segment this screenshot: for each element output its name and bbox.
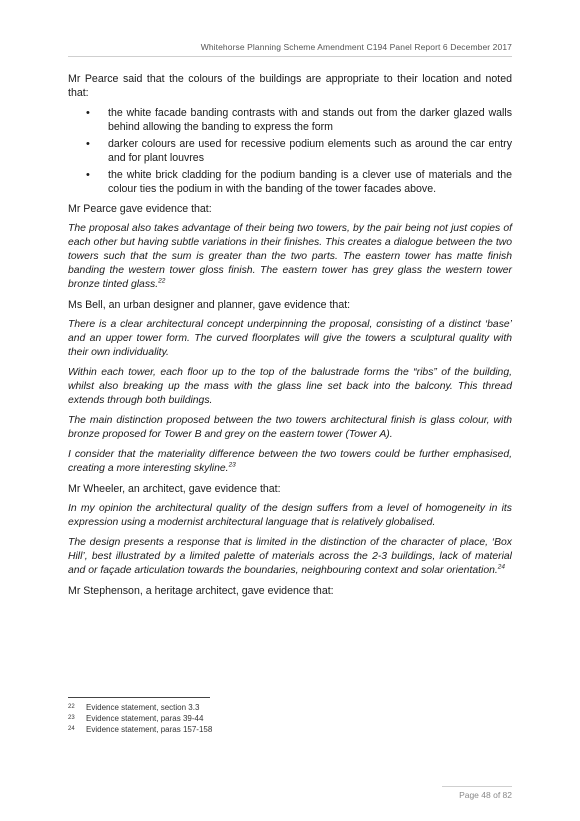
- paragraph-pearce-evidence: Mr Pearce gave evidence that:: [68, 203, 212, 215]
- footnote-text: Evidence statement, paras 39-44: [86, 714, 204, 723]
- footnote-ref[interactable]: 23: [228, 461, 236, 469]
- bullet-item: • the white facade banding contrasts with and stands out from the darker glazed walls behind allowing the banding to express the form: [108, 106, 512, 134]
- page-number: Page 48 of 82: [459, 790, 512, 800]
- footnote-ref[interactable]: 22: [158, 277, 166, 285]
- quote-bell-4: [68, 448, 512, 476]
- footnote-text: Evidence statement, section 3.3: [86, 703, 200, 712]
- paragraph-pearce-colours: Mr Pearce said that the colours of the buildings are appropriate to their location and noted that:: [68, 73, 512, 99]
- page-body: [68, 72, 512, 604]
- quote-wheeler-1: In my opinion the architectural quality of the design suffers from a level of homogeneity in its expression using a modernist architectural language that is relatively globalised.: [68, 503, 512, 528]
- header-divider: [68, 56, 512, 57]
- bullet-list: [68, 106, 512, 196]
- footnote-ref[interactable]: 24: [497, 563, 505, 571]
- quote-text: The proposal also takes advantage of their being two towers, by the pair being not just copies of each other but having subtle variations in their finishes. This creates a dialogue between the two towers such that the sum is greater than the two parts. The eastern tower has matte finish banding the western tower gloss finish. The eastern tower has grey glass the western tower bronze tinted glass.: [68, 223, 512, 290]
- bullet-item: • the white brick cladding for the podium banding is a clever use of materials and the colour ties the podium in with the banding of the tower facades above.: [108, 168, 512, 196]
- paragraph-stephenson-evidence: Mr Stephenson, a heritage architect, gave evidence that:: [68, 585, 334, 597]
- quote-text: The design presents a response that is limited in the distinction of the character of place, ‘Box Hill’, best illustrated by a limited palette of materials across the 2-3 buildings, lack of material and or façade articulation towards the boundaries, neighbouring context and solar orientation.: [68, 537, 512, 576]
- footnote-divider: [68, 697, 210, 698]
- footnote-number: 23: [68, 715, 75, 721]
- footnote-item: [68, 724, 212, 735]
- paragraph-bell-evidence: Ms Bell, an urban designer and planner, gave evidence that:: [68, 299, 351, 311]
- quote-bell-1: There is a clear architectural concept underpinning the proposal, consisting of a distinct ‘base’ and an upper tower form. The curved floorplates will give the towers a sculptural quality with their own individuality.: [68, 319, 512, 358]
- quote-text: I consider that the materiality difference between the two towers could be further emphasised, creating a more interesting skyline.: [68, 449, 512, 474]
- quote-pearce: [68, 222, 512, 292]
- footnote-number: 22: [68, 704, 75, 710]
- quote-bell-2: Within each tower, each floor up to the top of the balustrade forms the “ribs” of the building, whilst also breaking up the mass with the glass line set back into the balcony. This thread extends through both buildings.: [68, 367, 512, 406]
- running-header: Whitehorse Planning Scheme Amendment C194 Panel Report 6 December 2017: [200, 42, 512, 52]
- footnote-number: 24: [68, 726, 75, 732]
- footer-divider: [442, 786, 512, 787]
- footnote-item: [68, 702, 212, 713]
- footnote-item: [68, 713, 212, 724]
- quote-bell-3: The main distinction proposed between the two towers architectural finish is glass colour, with bronze proposed for Tower B and grey on the eastern tower (Tower A).: [68, 415, 512, 440]
- footnotes: [68, 702, 212, 735]
- paragraph-wheeler-evidence: Mr Wheeler, an architect, gave evidence that:: [68, 483, 281, 495]
- bullet-item: • darker colours are used for recessive podium elements such as around the car entry and for plant louvres: [108, 137, 512, 165]
- footnote-text: Evidence statement, paras 157-158: [86, 725, 213, 734]
- quote-wheeler-2: [68, 536, 512, 578]
